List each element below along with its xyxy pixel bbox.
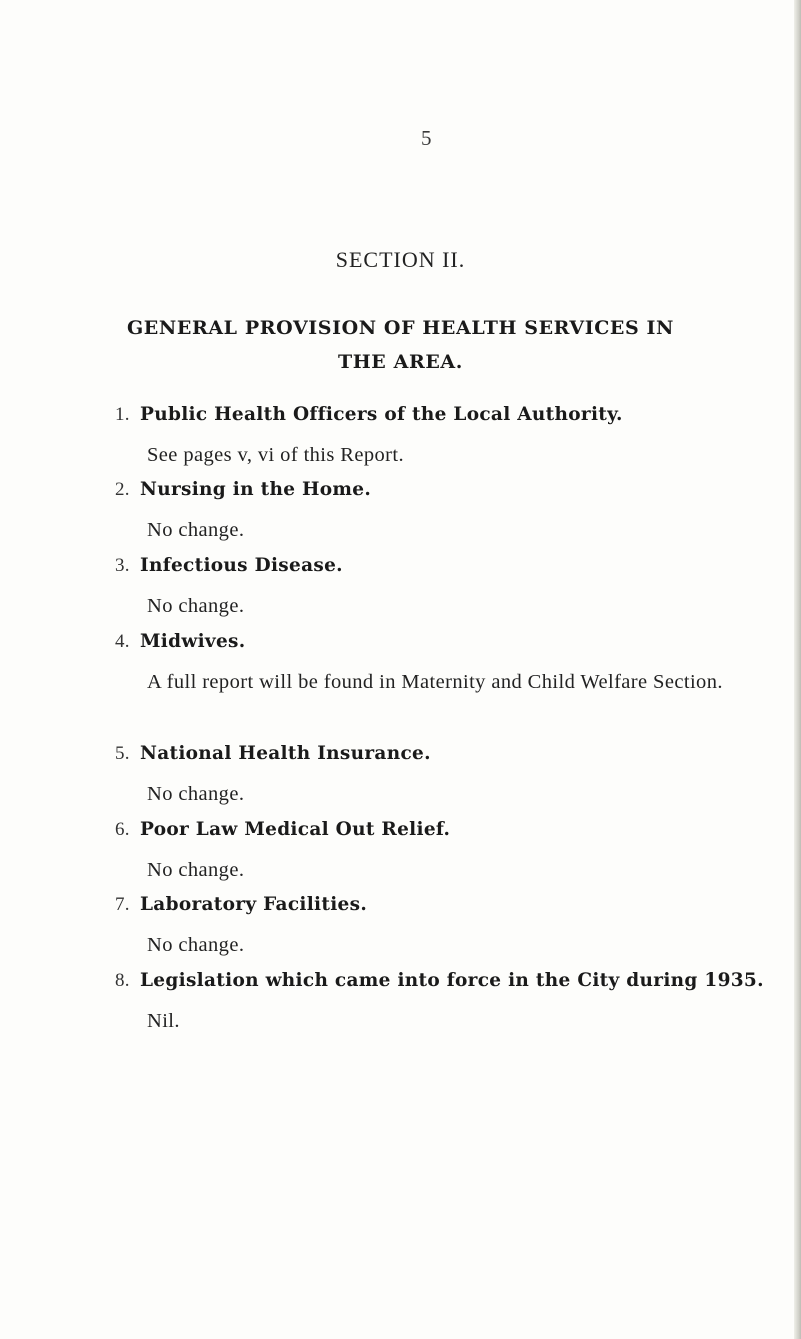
list-item-8 bbox=[115, 970, 775, 1040]
list-item-5 bbox=[115, 743, 775, 813]
list-item-body: No change. bbox=[147, 783, 245, 805]
list-item-number: 7. bbox=[115, 894, 130, 915]
list-item-number: 6. bbox=[115, 819, 130, 840]
list-item-number: 4. bbox=[115, 631, 130, 652]
list-item-body: No change. bbox=[147, 519, 245, 541]
list-item-heading bbox=[115, 819, 775, 841]
list-item-2 bbox=[115, 479, 775, 549]
list-item-title: Public Health Officers of the Local Authority. bbox=[140, 404, 623, 425]
page-edge-shadow bbox=[794, 0, 801, 1339]
list-item-body: No change. bbox=[147, 859, 245, 881]
list-item-body: No change. bbox=[147, 595, 245, 617]
list-item-body: Nil. bbox=[147, 1010, 180, 1032]
list-item-title: Nursing in the Home. bbox=[140, 479, 372, 500]
list-item-number: 5. bbox=[115, 743, 130, 764]
list-item-heading bbox=[115, 404, 775, 426]
list-item-title: Infectious Disease. bbox=[140, 555, 343, 576]
list-item-title: Laboratory Facilities. bbox=[140, 894, 368, 915]
list-item-title: Midwives. bbox=[140, 631, 246, 652]
list-item-title: Legislation which came into force in the City during 1935. bbox=[140, 970, 764, 991]
list-item-4 bbox=[115, 631, 775, 701]
list-item-number: 2. bbox=[115, 479, 130, 500]
list-item-body: See pages v, vi of this Report. bbox=[147, 444, 405, 466]
list-item-number: 1. bbox=[115, 404, 130, 425]
list-item-heading bbox=[115, 743, 775, 765]
list-item-number: 3. bbox=[115, 555, 130, 576]
list-item-body: No change. bbox=[147, 934, 245, 956]
list-item-body: A full report will be found in Maternity and Child Welfare Section. bbox=[147, 671, 723, 693]
list-item-1 bbox=[115, 404, 775, 474]
list-item-heading bbox=[115, 479, 775, 501]
section-heading-line-1: GENERAL PROVISION OF HEALTH SERVICES IN bbox=[126, 317, 674, 339]
list-item-title: National Health Insurance. bbox=[140, 743, 431, 764]
list-item-heading bbox=[115, 631, 775, 653]
list-item-6 bbox=[115, 819, 775, 889]
list-item-heading bbox=[115, 894, 775, 916]
list-item-7 bbox=[115, 894, 775, 964]
list-item-number: 8. bbox=[115, 970, 130, 991]
list-item-3 bbox=[115, 555, 775, 625]
page-number: 5 bbox=[421, 126, 432, 150]
list-item-heading bbox=[115, 555, 775, 577]
section-title: SECTION II. bbox=[335, 247, 466, 272]
section-heading-line-2: THE AREA. bbox=[338, 351, 463, 373]
list-item-heading bbox=[115, 970, 775, 992]
list-item-title: Poor Law Medical Out Relief. bbox=[140, 819, 451, 840]
